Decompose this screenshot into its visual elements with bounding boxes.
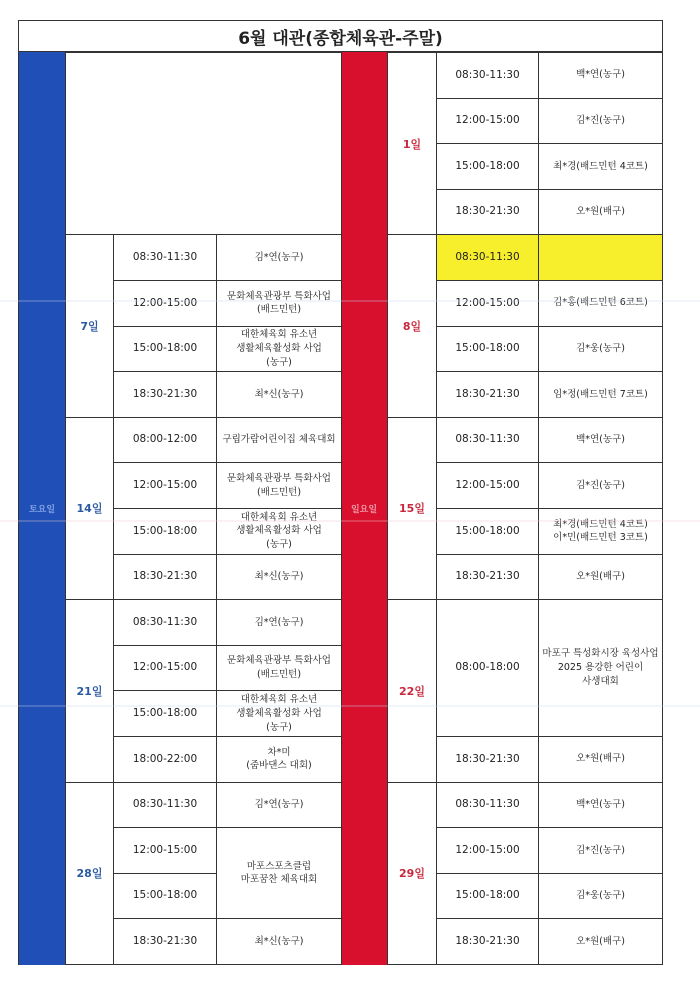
activity: 김*연(농구) — [216, 234, 342, 281]
activity: 백*연(농구) — [538, 417, 663, 464]
scan-line — [0, 520, 700, 522]
activity: 김*연(농구) — [216, 599, 342, 646]
time-slot: 08:30-11:30 — [436, 782, 539, 829]
time-slot: 18:30-21:30 — [436, 371, 539, 418]
time-slot: 12:00-15:00 — [436, 462, 539, 509]
time-slot: 18:30-21:30 — [436, 736, 539, 783]
sunday-date: 15일 — [387, 417, 437, 600]
time-slot: 12:00-15:00 — [436, 827, 539, 874]
time-slot: 15:00-18:00 — [436, 326, 539, 373]
activity: 대한체육회 유소년 생활체육활성화 사업 (농구) — [216, 690, 342, 737]
activity: 김*홍(배드민턴 6코트) — [538, 280, 663, 327]
activity: 대한체육회 유소년 생활체육활성화 사업 (농구) — [216, 326, 342, 373]
activity: 김*진(농구) — [538, 827, 663, 874]
time-slot: 15:00-18:00 — [436, 508, 539, 555]
activity: 오*원(배구) — [538, 918, 663, 965]
activity: 오*원(배구) — [538, 189, 663, 236]
activity: 최*신(농구) — [216, 554, 342, 601]
time-slot: 15:00-18:00 — [436, 143, 539, 190]
empty-block — [65, 52, 342, 235]
scan-line — [0, 705, 700, 707]
time-slot: 08:30-11:30 — [113, 782, 217, 829]
time-slot: 08:30-11:30 — [436, 417, 539, 464]
activity: 마포구 특성화시장 육성사업 2025 용강한 어린이 사생대회 — [538, 599, 663, 737]
time-slot: 15:00-18:00 — [113, 690, 217, 737]
activity: 김*진(농구) — [538, 98, 663, 145]
time-slot: 12:00-15:00 — [436, 98, 539, 145]
time-slot: 08:30-11:30 — [436, 52, 539, 99]
scan-line — [0, 300, 700, 302]
activity: 오*원(배구) — [538, 736, 663, 783]
saturday-label: 토요일 — [28, 505, 56, 515]
sunday-date: 8일 — [387, 234, 437, 417]
saturday-date: 21일 — [65, 599, 114, 782]
activity: 최*경(배드민턴 4코트) 이*민(배드민턴 3코트) — [538, 508, 663, 555]
activity: 김*웅(농구) — [538, 326, 663, 373]
activity: 백*연(농구) — [538, 52, 663, 99]
time-slot: 12:00-15:00 — [113, 645, 217, 692]
time-slot: 12:00-15:00 — [113, 280, 217, 327]
activity: 구립가람어린이집 체육대회 — [216, 417, 342, 464]
time-slot: 18:30-21:30 — [436, 189, 539, 236]
time-slot: 18:30-21:30 — [436, 554, 539, 601]
activity: 오*원(배구) — [538, 554, 663, 601]
activity: 마포스포츠클럽 마포꿈찬 체육대회 — [216, 827, 342, 919]
activity: 문화체육관광부 특화사업 (배드민턴) — [216, 645, 342, 692]
sunday-band — [341, 52, 387, 965]
sunday-date: 29일 — [387, 782, 437, 965]
saturday-date: 7일 — [65, 234, 114, 417]
activity: 최*경(배드민턴 4코트) — [538, 143, 663, 190]
time-slot: 18:30-21:30 — [113, 554, 217, 601]
activity: 임*정(배드민턴 7코트) — [538, 371, 663, 418]
activity: 대한체육회 유소년 생활체육활성화 사업 (농구) — [216, 508, 342, 555]
saturday-band — [19, 52, 65, 965]
activity: 최*신(농구) — [216, 918, 342, 965]
sunday-label: 일요일 — [350, 505, 378, 515]
time-slot: 18:30-21:30 — [113, 371, 217, 418]
sunday-date: 22일 — [387, 599, 437, 782]
time-slot: 12:00-15:00 — [436, 280, 539, 327]
page-title: 6월 대관(종합체육관-주말) — [18, 20, 663, 52]
time-slot: 08:00-18:00 — [436, 599, 539, 737]
time-slot: 15:00-18:00 — [113, 873, 217, 920]
time-slot: 18:00-22:00 — [113, 736, 217, 783]
activity: 김*진(농구) — [538, 462, 663, 509]
saturday-date: 28일 — [65, 782, 114, 965]
activity: 문화체육관광부 특화사업 (배드민턴) — [216, 280, 342, 327]
time-slot: 15:00-18:00 — [436, 873, 539, 920]
activity: 차*미 (줌바댄스 대회) — [216, 736, 342, 783]
time-slot: 08:00-12:00 — [113, 417, 217, 464]
activity: 김*연(농구) — [216, 782, 342, 829]
time-slot: 08:30-11:30 — [113, 599, 217, 646]
activity: 문화체육관광부 특화사업 (배드민턴) — [216, 462, 342, 509]
activity: 김*웅(농구) — [538, 873, 663, 920]
time-slot: 08:30-11:30 — [113, 234, 217, 281]
saturday-date: 14일 — [65, 417, 114, 600]
activity: 최*신(농구) — [216, 371, 342, 418]
time-slot: 15:00-18:00 — [113, 326, 217, 373]
time-slot: 12:00-15:00 — [113, 827, 217, 874]
time-slot: 18:30-21:30 — [113, 918, 217, 965]
time-slot: 15:00-18:00 — [113, 508, 217, 555]
time-slot: 18:30-21:30 — [436, 918, 539, 965]
time-slot: 12:00-15:00 — [113, 462, 217, 509]
sunday-date: 1일 — [387, 52, 437, 235]
time-slot: 08:30-11:30 — [436, 234, 539, 281]
activity — [538, 234, 663, 281]
activity: 백*연(농구) — [538, 782, 663, 829]
